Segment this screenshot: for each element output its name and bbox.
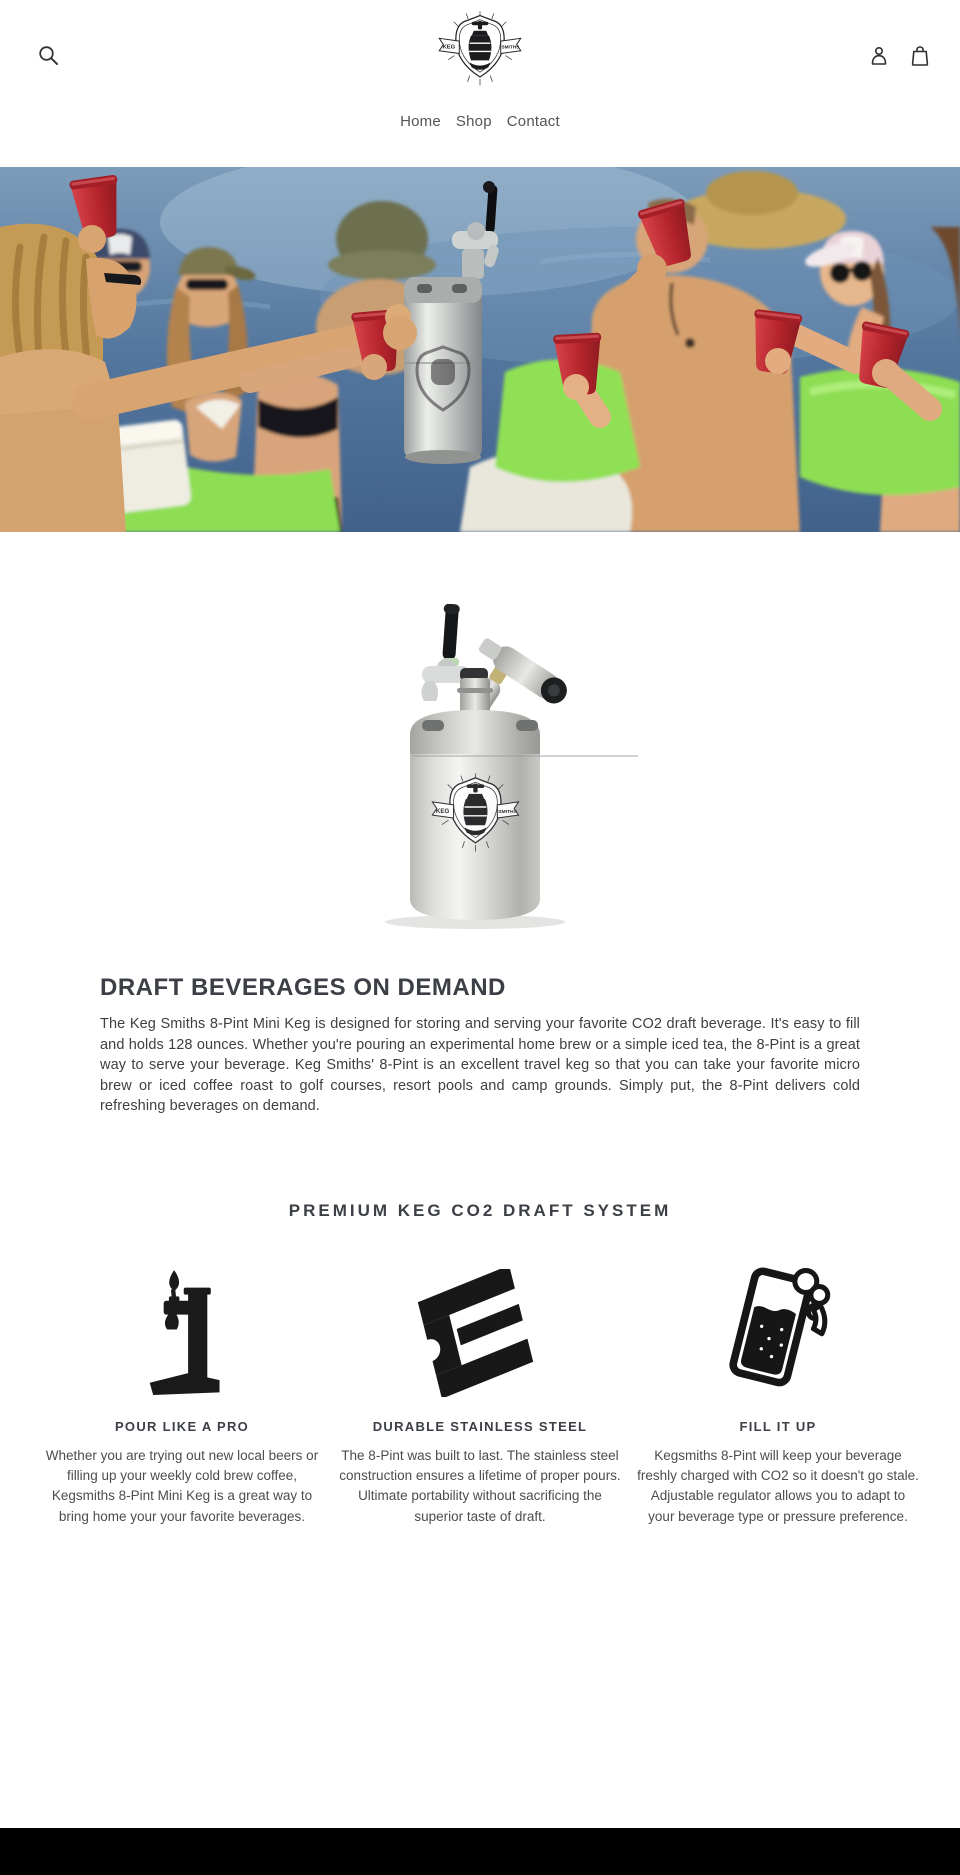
intro-body: The Keg Smiths 8-Pint Mini Keg is designed for storing and serving your favorite CO2 draft beverage. It's easy to fill and holds 128 ounces. Whether you're pouring an experimental home brew or a simple iced tea, the 8-Pint is a great way to serve your beverage. Keg Smiths' 8-Pint is an excellent travel keg so that you can take your favorite micro brew or iced coffee roast to golf courses, resort pools and camp grounds. Simply put, the 8-Pint delivers cold refreshing beverages on demand. [100,1016,860,1115]
cart-bag-icon [908,44,932,68]
nav-link-contact[interactable]: Contact [506,113,560,130]
feature-fill-it-up [634,1247,922,1527]
nav-link-shop[interactable]: Shop [455,113,492,130]
feature-durable-stainless-steel [336,1247,624,1527]
account-icon [867,44,891,68]
site-footer [0,1828,960,1875]
feature-icon-box [38,1247,326,1419]
main-nav [0,93,960,167]
tap-tower-icon [134,1258,230,1408]
account-button[interactable] [867,44,893,70]
feature-title: POUR LIKE A PRO [114,1418,250,1434]
nav-link-home[interactable]: Home [400,113,441,130]
beer-mug-icon [719,1255,837,1410]
cart-button[interactable] [908,44,934,70]
feature-body: Whether you are trying out new local beers or filling up your weekly cold brew coffee, Kegsmiths 8-Pint Mini Keg is a great way to bring home your your favorite beverages. [45,1447,319,1524]
intro-heading: DRAFT BEVERAGES ON DEMAND [100,974,506,1001]
feature-body: The 8-Pint was built to last. The stainless steel construction ensures a lifetime of proper pours. Ultimate portability without sacrificing the superior taste of draft. [339,1447,621,1524]
intro-section [100,974,860,1117]
feature-pour-like-a-pro [38,1247,326,1527]
steel-beam-icon [401,1269,559,1397]
product-image [310,604,650,930]
feature-title: DURABLE STAINLESS STEEL [372,1418,588,1434]
search-icon [37,44,61,68]
premium-heading: PREMIUM KEG CO2 DRAFT SYSTEM [288,1200,672,1220]
keg-smiths-crest-icon [435,10,525,86]
store-logo[interactable] [435,10,525,91]
header-actions [867,44,934,70]
hero-image [0,167,960,532]
feature-body: Kegsmiths 8-Pint will keep your beverage freshly charged with CO2 so it doesn't go stale. Adjustable regulator allows you to adapt to your beverage type or pressure preference. [637,1447,919,1524]
search-button[interactable] [36,44,62,70]
site-header [0,0,960,93]
feature-icon-box [634,1247,922,1419]
feature-title: FILL IT UP [739,1418,817,1434]
feature-icon-box [336,1247,624,1419]
features-row [38,1247,922,1527]
